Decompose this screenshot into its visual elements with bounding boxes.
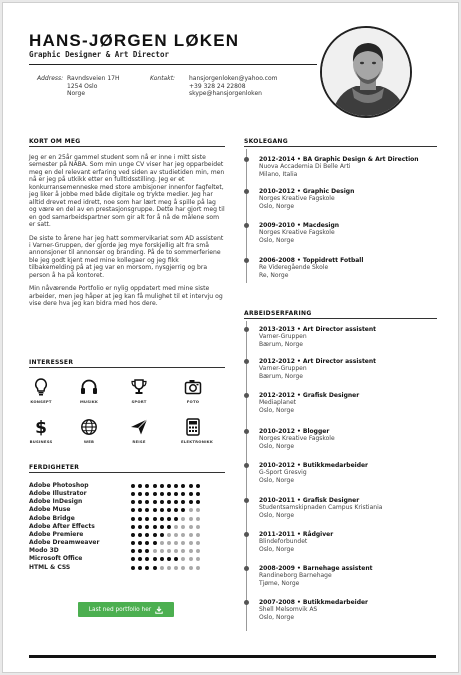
skill-dot-filled: [153, 566, 157, 570]
skill-dot-filled: [145, 525, 149, 529]
skill-dot-empty: [174, 525, 178, 529]
timeline-dot: [244, 258, 249, 263]
skype-handle: skype@hansjorgenloken: [189, 90, 262, 98]
skill-dot-filled: [160, 492, 164, 496]
contact-block: [189, 75, 278, 98]
skill-dot-empty: [174, 549, 178, 553]
skill-row: [29, 547, 59, 555]
skill-dot-empty: [167, 566, 171, 570]
skill-name: Adobe Premiere: [29, 530, 84, 538]
skill-level-dots: [131, 508, 203, 512]
skill-dot-filled: [145, 500, 149, 504]
about-section: [29, 154, 225, 314]
skills-title: FERDIGHETER: [29, 464, 80, 471]
skill-dot-filled: [174, 492, 178, 496]
timeline-entry: [259, 599, 449, 621]
skill-dot-filled: [153, 492, 157, 496]
skill-level-dots: [131, 533, 203, 537]
entry-title: 2010-2012 • Butikkmedarbeider: [259, 462, 369, 469]
paper-plane-icon: [130, 418, 148, 436]
address-label: Address:: [37, 75, 64, 82]
skill-row: [29, 531, 83, 539]
entry-title: 2010-2012 • Graphic Design: [259, 188, 355, 195]
skill-name: Adobe Photoshop: [29, 482, 89, 489]
skill-name: Adobe InDesign: [29, 498, 83, 506]
skill-dot-filled: [138, 533, 142, 537]
skill-dot-empty: [181, 541, 185, 545]
entry-title: 2009-2010 • Macdesign: [259, 222, 340, 229]
entry-title: 2007-2008 • Butikkmedarbeider: [259, 599, 369, 606]
skill-dot-empty: [189, 508, 193, 512]
skill-dot-filled: [153, 484, 157, 488]
education-title: SKOLEGANG: [244, 138, 288, 145]
skill-dot-filled: [153, 533, 157, 537]
profile-photo: [320, 26, 412, 118]
skill-dot-filled: [138, 500, 142, 504]
skill-dot-empty: [196, 557, 200, 561]
skill-dot-filled: [174, 508, 178, 512]
timeline-dot: [244, 157, 249, 162]
skill-dot-empty: [160, 541, 164, 545]
skill-name: Adobe After Effects: [29, 522, 95, 530]
skill-dot-filled: [138, 541, 142, 545]
skill-dot-filled: [131, 549, 135, 553]
skill-dot-empty: [181, 517, 185, 521]
skill-dot-filled: [160, 484, 164, 488]
skill-dot-empty: [189, 517, 193, 521]
skill-dot-filled: [131, 566, 135, 570]
skill-name: HTML & CSS: [29, 563, 71, 571]
skill-level-dots: [131, 566, 203, 570]
skill-dot-filled: [167, 525, 171, 529]
skill-dot-empty: [181, 525, 185, 529]
about-paragraph-3: Min nåværende Portfolio er nylig oppdatert med mine siste arbeider, men jeg håper at jeg kan få mulighet til et intervju og vise dere hva jeg kan bidra med hos dere.: [29, 285, 223, 308]
skill-dot-empty: [189, 557, 193, 561]
skill-dot-filled: [138, 508, 142, 512]
skill-name: Adobe Illustrator: [29, 490, 87, 498]
entry-location: Oslo, Norge: [259, 613, 295, 621]
skill-dot-empty: [181, 557, 185, 561]
calculator-icon: [185, 418, 201, 436]
timeline-dot: [244, 566, 249, 571]
skill-dot-filled: [181, 492, 185, 496]
interests-divider: [29, 367, 225, 368]
svg-text:$: $: [35, 418, 47, 436]
interest-konsept: KONSEPT: [29, 378, 53, 404]
skill-dot-filled: [145, 533, 149, 537]
trophy-icon: [130, 378, 148, 396]
interest-web: WEB: [77, 418, 101, 444]
entry-organization: Varner-Gruppen: [259, 333, 307, 341]
skill-dot-filled: [145, 557, 149, 561]
skill-name: Adobe Muse: [29, 506, 71, 514]
entry-title: 2013-2013 • Art Director assistent: [259, 326, 377, 333]
timeline-entry: [259, 156, 449, 178]
skill-level-dots: [131, 517, 203, 521]
entry-organization: Varner-Gruppen: [259, 365, 307, 373]
timeline-entry: [259, 257, 449, 279]
skill-dot-filled: [167, 500, 171, 504]
timeline-dot: [244, 498, 249, 503]
skill-dot-filled: [145, 484, 149, 488]
timeline-entry: [259, 326, 449, 348]
entry-organization: Studentsamskipnaden Campus Kristiania: [259, 504, 383, 512]
skill-dot-filled: [153, 541, 157, 545]
entry-location: Oslo, Norge: [259, 545, 295, 553]
headphones-icon: [80, 378, 98, 396]
skill-dot-empty: [189, 533, 193, 537]
interests-title: INTERESSER: [29, 359, 74, 366]
timeline-dot: [244, 359, 249, 364]
skill-dot-empty: [189, 541, 193, 545]
skill-name: Microsoft Office: [29, 555, 83, 563]
skill-dot-empty: [174, 541, 178, 545]
skill-dot-filled: [145, 549, 149, 553]
skill-dot-filled: [145, 492, 149, 496]
timeline-entry: [259, 188, 449, 210]
entry-organization: Shell Melsomvik AS: [259, 606, 318, 614]
skill-dot-filled: [131, 508, 135, 512]
skill-dot-filled: [131, 517, 135, 521]
skill-dot-filled: [138, 525, 142, 529]
skill-dot-filled: [138, 517, 142, 521]
entry-location: Oslo, Norge: [259, 202, 295, 210]
skill-dot-filled: [131, 533, 135, 537]
skill-dot-filled: [160, 517, 164, 521]
skill-level-dots: [131, 492, 203, 496]
skill-dot-empty: [189, 549, 193, 553]
skills-divider: [29, 472, 225, 473]
skill-row: [29, 498, 82, 506]
entry-organization: Mediaplanet: [259, 399, 297, 407]
timeline-dot: [244, 393, 249, 398]
skill-dot-empty: [189, 566, 193, 570]
skill-level-dots: [131, 541, 203, 545]
skill-dot-empty: [167, 549, 171, 553]
skill-dot-empty: [174, 566, 178, 570]
entry-location: Oslo, Norge: [259, 442, 295, 450]
skill-row: [29, 482, 89, 490]
entry-organization: Norges Kreative Fagskole: [259, 229, 335, 237]
timeline-dot: [244, 327, 249, 332]
download-portfolio-button[interactable]: Last ned portfolio her: [78, 602, 174, 617]
entry-title: 2010-2011 • Grafisk Designer: [259, 497, 360, 504]
timeline-entry: [259, 497, 449, 519]
skill-dot-filled: [153, 525, 157, 529]
timeline-dot: [244, 189, 249, 194]
timeline-entry: [259, 392, 449, 414]
about-paragraph-1: Jeg er en 25år gammel student som nå er inne i mitt siste semester på NABA. Som min unge CV viser har jeg opparbeidet meg en del relevant erfaring ved siden av studietiden min, men nå er jeg på utkikk etter en fulltidsstilling. Jeg er et konkurransemenneske med store ambisjoner innenfor fagfeltet, jeg liker å jobbe med både digitale og trykte medier. Jeg har alltid drevet med idrett, noe som har lært meg å spille på lag og være en del av en prestasjonsgruppe. Dette har gjort meg til en god samarbeidspartner som gir alt for å nå de målene som er satt.: [29, 154, 225, 229]
entry-organization: Blindeforbundet: [259, 538, 308, 546]
entry-title: 2011-2011 • Rådgiver: [259, 531, 334, 538]
skill-name: Modo 3D: [29, 547, 59, 555]
entry-location: Milano, Italia: [259, 170, 298, 178]
skill-dot-filled: [153, 517, 157, 521]
skill-row: [29, 490, 87, 498]
entry-organization: G-Sport Gresvig: [259, 469, 307, 477]
interest-business: $ BUSINESS: [29, 418, 53, 444]
skill-name: Adobe Dreamweaver: [29, 539, 100, 547]
entry-title: 2012-2012 • Grafisk Designer: [259, 392, 360, 399]
skill-dot-filled: [131, 484, 135, 488]
skill-dot-filled: [131, 541, 135, 545]
skill-dot-filled: [189, 500, 193, 504]
footer-bar: [29, 655, 436, 658]
skill-dot-filled: [145, 508, 149, 512]
skill-row: [29, 506, 70, 514]
entry-title: 2010-2012 • Blogger: [259, 428, 330, 435]
skill-dot-empty: [181, 533, 185, 537]
skill-dot-filled: [174, 484, 178, 488]
contact-label: Kontakt:: [150, 75, 176, 82]
timeline-entry: [259, 428, 449, 450]
timeline-dot: [244, 600, 249, 605]
skill-dot-filled: [181, 508, 185, 512]
phone-number: +39 328 24 22808: [189, 82, 246, 90]
skill-dot-filled: [138, 484, 142, 488]
job-title: Graphic Designer & Art Director: [29, 50, 169, 59]
skill-dot-empty: [196, 508, 200, 512]
skill-dot-filled: [160, 557, 164, 561]
timeline-entry: [259, 531, 449, 553]
skill-dot-empty: [196, 566, 200, 570]
timeline-dot: [244, 463, 249, 468]
address-block: Ravndsveien 17H 1254 Oslo Norge: [67, 75, 120, 98]
skill-name: Adobe Bridge: [29, 514, 75, 522]
entry-title: 2006-2008 • Toppidrett Fotball: [259, 257, 364, 264]
skill-level-dots: [131, 557, 203, 561]
skill-dot-filled: [160, 508, 164, 512]
email-link[interactable]: hansjorgenloken@yahoo.com: [189, 75, 278, 82]
skill-dot-empty: [181, 549, 185, 553]
skill-dot-filled: [145, 517, 149, 521]
skill-dot-filled: [138, 549, 142, 553]
camera-icon: [184, 378, 202, 396]
about-title: KORT OM MEG: [29, 138, 81, 145]
timeline-dot: [244, 532, 249, 537]
timeline-entry: [259, 222, 449, 244]
timeline-entry: [259, 565, 449, 587]
skill-row: [29, 523, 95, 531]
skill-dot-empty: [167, 541, 171, 545]
entry-location: Bærum, Norge: [259, 340, 303, 348]
entry-title: 2012-2012 • Art Director assistent: [259, 358, 377, 365]
skill-dot-empty: [181, 566, 185, 570]
skill-dot-empty: [196, 525, 200, 529]
about-divider: [29, 146, 225, 147]
dollar-icon: [34, 418, 48, 436]
skill-row: [29, 515, 75, 523]
skill-dot-filled: [174, 517, 178, 521]
timeline-dot: [244, 429, 249, 434]
entry-organization: Norges Kreative Fagskole: [259, 195, 335, 203]
timeline-entry: [259, 462, 449, 484]
skill-dot-filled: [174, 557, 178, 561]
skill-dot-empty: [160, 566, 164, 570]
entry-organization: Re Videregående Skole: [259, 264, 329, 272]
skill-row: [29, 555, 82, 563]
interest-musikk: MUSIKK: [77, 378, 101, 404]
skill-dot-filled: [138, 492, 142, 496]
skill-dot-filled: [196, 492, 200, 496]
skill-level-dots: [131, 549, 203, 553]
skill-dot-filled: [153, 508, 157, 512]
education-divider: [244, 146, 437, 147]
lightbulb-icon: [34, 378, 48, 396]
skill-dot-empty: [189, 525, 193, 529]
entry-location: Oslo, Norge: [259, 511, 295, 519]
skill-dot-filled: [153, 500, 157, 504]
timeline-dot: [244, 223, 249, 228]
skill-dot-filled: [145, 566, 149, 570]
skill-dot-empty: [196, 533, 200, 537]
work-divider: [244, 318, 437, 319]
interest-foto: FOTO: [181, 378, 205, 404]
entry-organization: Nuova Accademia Di Belle Arti: [259, 163, 351, 171]
entry-organization: Randineborg Barnehage: [259, 572, 332, 580]
work-title: ARBEIDSERFARING: [244, 310, 312, 317]
entry-location: Oslo, Norge: [259, 236, 295, 244]
entry-location: Oslo, Norge: [259, 476, 295, 484]
skill-dot-filled: [196, 500, 200, 504]
skill-dot-filled: [138, 566, 142, 570]
entry-title: 2008-2009 • Barnehage assistent: [259, 565, 373, 572]
skill-dot-filled: [131, 492, 135, 496]
skill-dot-filled: [174, 500, 178, 504]
work-timeline: [246, 321, 247, 631]
interest-reise: REISE: [127, 418, 151, 444]
skill-dot-filled: [167, 492, 171, 496]
globe-icon: [80, 418, 98, 436]
skill-row: [29, 564, 70, 572]
entry-location: Re, Norge: [259, 271, 289, 279]
interest-elektronikk: ELEKTRONIKK: [181, 418, 205, 444]
skill-dot-empty: [174, 533, 178, 537]
skill-dot-empty: [196, 517, 200, 521]
skill-dot-filled: [131, 557, 135, 561]
skill-dot-filled: [160, 533, 164, 537]
download-icon: [155, 606, 163, 614]
resume-page: [2, 2, 459, 673]
skill-dot-empty: [196, 541, 200, 545]
skill-dot-filled: [167, 508, 171, 512]
skill-dot-filled: [181, 484, 185, 488]
skill-dot-filled: [145, 541, 149, 545]
skill-dot-empty: [153, 549, 157, 553]
skill-dot-filled: [196, 484, 200, 488]
skill-dot-filled: [131, 525, 135, 529]
skill-level-dots: [131, 500, 203, 504]
entry-organization: Norges Kreative Fagskole: [259, 435, 335, 443]
interest-sport: SPORT: [127, 378, 151, 404]
timeline-entry: [259, 358, 449, 380]
skill-dot-filled: [181, 500, 185, 504]
skill-dot-filled: [189, 484, 193, 488]
skill-dot-empty: [167, 533, 171, 537]
skill-dot-filled: [160, 500, 164, 504]
skill-level-dots: [131, 484, 203, 488]
skill-dot-filled: [131, 500, 135, 504]
entry-location: Tjøme, Norge: [259, 579, 300, 587]
skill-dot-filled: [167, 484, 171, 488]
skill-level-dots: [131, 525, 203, 529]
about-paragraph-2: De siste to årene har jeg hatt sommervikariat som AD assistent i Varner-Gruppen, der gjorde jeg mye forskjellig alt fra små annonsjoner til annonser og branding. På de to sommerferiene ble jeg godt kjent med mine kollegaer og jeg fikk tilbakemelding på at jeg var en morsom, nysgjerrig og bra person å ha på kontoret.: [29, 234, 224, 279]
skill-dot-filled: [189, 492, 193, 496]
skill-dot-filled: [160, 525, 164, 529]
header-divider: [29, 64, 317, 65]
skill-dot-empty: [160, 549, 164, 553]
skill-dot-filled: [153, 557, 157, 561]
skill-dot-filled: [138, 557, 142, 561]
resume-name: HANS-JØRGEN LØKEN: [29, 31, 240, 50]
entry-location: Oslo, Norge: [259, 406, 295, 414]
entry-title: 2012-2014 • BA Graphic Design & Art Direction: [259, 156, 419, 163]
skill-row: [29, 539, 99, 547]
skill-dot-empty: [196, 549, 200, 553]
entry-location: Bærum, Norge: [259, 372, 303, 380]
skill-dot-filled: [167, 517, 171, 521]
skill-dot-filled: [167, 557, 171, 561]
